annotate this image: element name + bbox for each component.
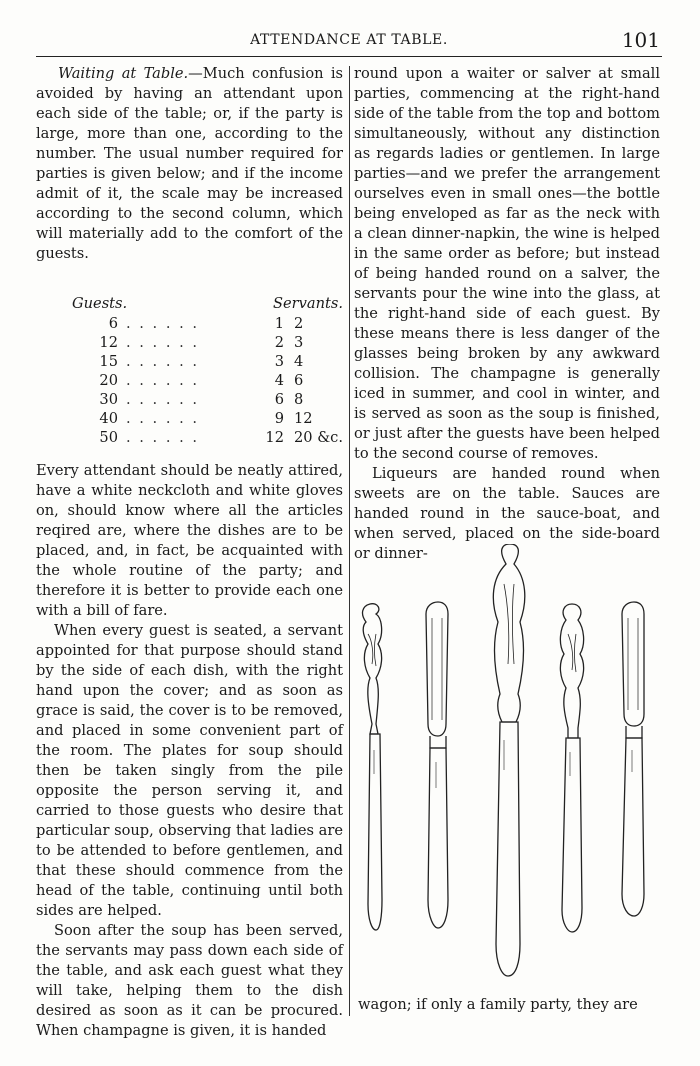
plain-knife-2	[426, 602, 448, 928]
servants-extended-cell: 8	[293, 391, 304, 408]
column-header-servants: Servants.	[273, 295, 343, 312]
table-row	[72, 390, 343, 409]
table-row	[72, 352, 343, 371]
paragraph-seating: When every guest is seated, a servant appointed for that purpose should stand by the side of each dish, with the right hand upon the cover; and as soon as grace is said, the cover is to be removed, and placed in some convenient part of the room. The plates for soup should then be taken singly from the pile opposite the person serving it, and carried to those guests who desire that particular soup, observing that ladies are to be attended to before gentlemen, and that these should commence from the head of the table, continuing until both sides are helped.	[36, 622, 343, 919]
paragraph-text: —Much confusion is avoided by having an attendant upon each side of the table; or, if the party is large, more than one, according to the number. The usual number required for parties is given below; and if the income admit of it, the scale may be increased according to the second column, which will materially add to the comfort of the guests.	[36, 65, 343, 262]
servants-cell: 6	[274, 391, 284, 408]
servants-cell: 4	[274, 372, 284, 389]
running-title: ATTENDANCE AT TABLE.	[250, 32, 448, 48]
column-header-guests: Guests.	[72, 295, 128, 312]
paragraph-soup-served: Soon after the soup has been served, the servants may pass down each side of the table, and ask each guest what they will take, helping them to the dish desired as soon as it can be procured. When champagne is given, it is handed	[36, 922, 343, 1039]
servants-extended-cell: 20 &c.	[293, 429, 343, 446]
servants-cell: 1	[274, 315, 284, 332]
ornate-knife-4	[560, 604, 583, 932]
table-row	[72, 371, 343, 390]
guests-cell: 6	[108, 315, 118, 332]
page-header	[36, 28, 662, 57]
servants-table	[36, 294, 343, 447]
guests-cell: 40	[99, 410, 118, 427]
table-row	[72, 333, 343, 352]
guests-cell: 15	[99, 353, 118, 370]
guests-cell: 30	[99, 391, 118, 408]
servants-cell: 12	[265, 429, 284, 446]
servants-extended-cell: 4	[293, 353, 304, 370]
servants-extended-cell: 6	[293, 372, 304, 389]
guests-cell: 20	[99, 372, 118, 389]
right-column	[354, 64, 660, 564]
servants-extended-cell: 3	[293, 334, 304, 351]
leader-dots: . . . . . .	[125, 372, 200, 389]
servants-cell: 3	[274, 353, 284, 370]
guests-cell: 50	[99, 429, 118, 446]
run-in-heading: Waiting at Table.	[58, 65, 189, 82]
leader-dots: . . . . . .	[125, 429, 200, 446]
table-row	[72, 428, 343, 447]
servants-extended-cell: 2	[293, 315, 304, 332]
paragraph-champagne: round upon a waiter or salver at small parties, commencing at the right-hand side of the table from the top and bottom simultaneously, without any distinction as regards ladies or gentlemen. In large parties—and we prefer the arrangement ourselves even in small ones—the bottle being enveloped as far as the neck with a clean dinner-napkin, the wine is helped in the same order as before; but instead of being handed round on a salver, the servants pour the wine into the glass, at the right-hand side of each guest. By these means there is less danger of the glasses being broken by any awkward collision. The champagne is generally iced in summer, and cool in winter, and is served as soon as the soup is finished, or just after the guests have been helped to the second course of removes.	[354, 65, 660, 462]
leader-dots: . . . . . .	[125, 353, 200, 370]
guests-cell: 12	[99, 334, 118, 351]
servants-cell: 9	[274, 410, 284, 427]
servants-cell: 2	[274, 334, 284, 351]
leader-dots: . . . . . .	[125, 410, 200, 427]
leader-dots: . . . . . .	[125, 391, 200, 408]
page-number: 101	[621, 28, 660, 52]
leader-dots: . . . . . .	[125, 315, 200, 332]
ornate-knife-1	[363, 604, 382, 930]
table-row	[72, 314, 343, 333]
leader-dots: . . . . . .	[125, 334, 200, 351]
left-column	[36, 64, 343, 1041]
knives-illustration	[352, 544, 672, 994]
ornate-knife-3	[493, 544, 524, 976]
continuation-line: wagon; if only a family party, they are	[358, 996, 638, 1013]
table-row	[72, 409, 343, 428]
paragraph-liqueurs: Liqueurs are handed round when sweets are on the table. Sauces are handed round in the sauce-boat, and when served, placed on the side-board or dinner-	[354, 465, 660, 562]
paragraph-attire: Every attendant should be neatly attired, have a white neckcloth and white gloves on, should know where all the articles reqired are, where the dishes are to be placed, and, in fact, be acquainted with the whole routine of the party; and therefore it is better to provide each one with a bill of fare.	[36, 462, 343, 619]
plain-knife-5	[622, 602, 644, 916]
servants-extended-cell: 12	[293, 410, 313, 427]
paragraph-waiting-at-table	[36, 64, 343, 264]
column-divider	[349, 66, 350, 1016]
